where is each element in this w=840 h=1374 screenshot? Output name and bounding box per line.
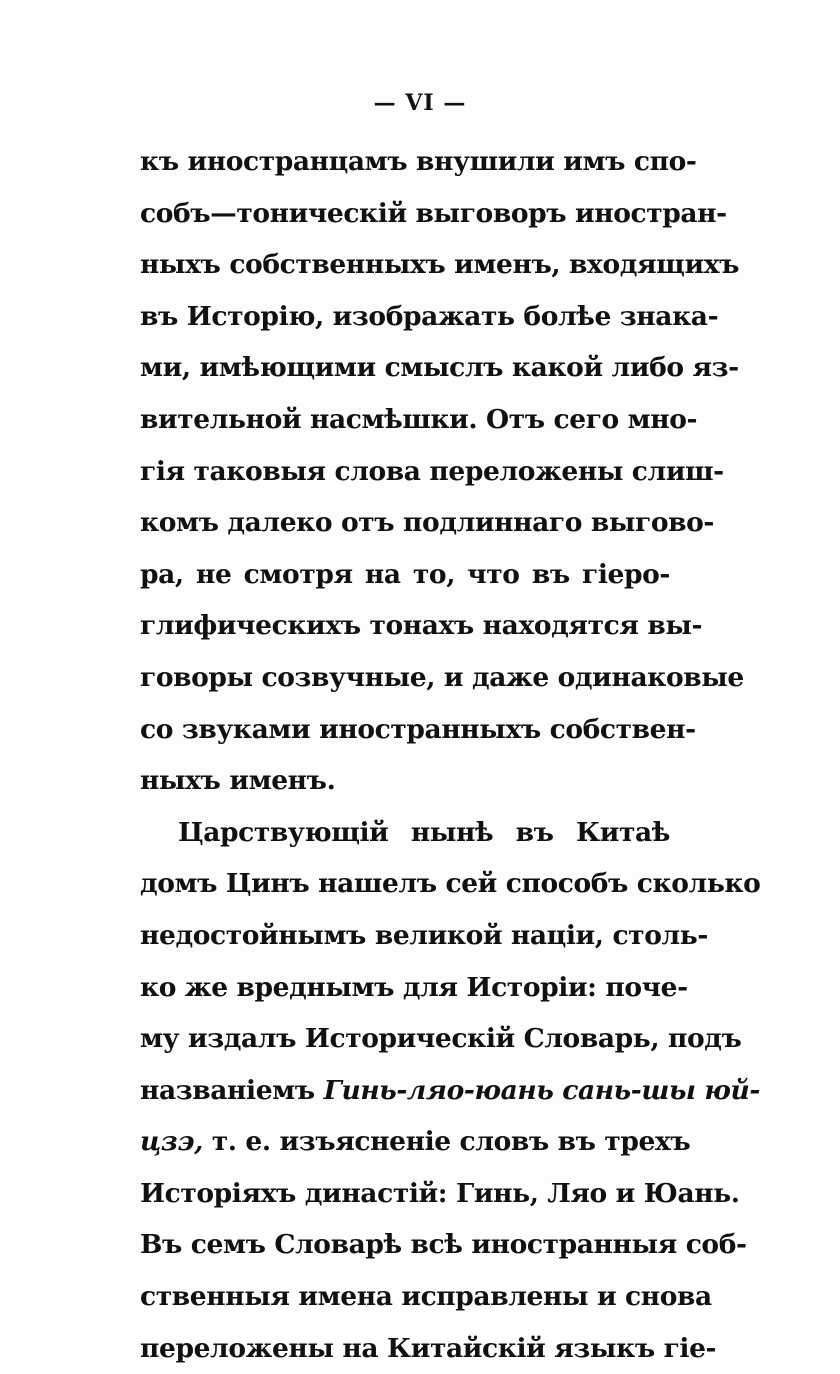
text-line: домъ Цинъ нашелъ сей способъ сколько	[140, 868, 761, 900]
text-line: Царствующій нынѣ въ Китаѣ	[178, 816, 670, 848]
text-line: гія таковыя слова переложены слиш-	[140, 455, 724, 487]
page-number: — VI —	[373, 90, 467, 116]
text-line: Исторіяхъ династій: Гинь, Ляо и Юань.	[140, 1177, 740, 1209]
text-line: комъ далеко отъ подлиннаго выгово-	[140, 507, 715, 539]
text-line: ныхъ собственныхъ именъ, входящихъ	[140, 249, 740, 281]
text-line: говоры созвучные, и даже одинаковые	[140, 661, 744, 693]
text-line: въ Исторію, изображать болѣе знака-	[140, 300, 719, 332]
text-line: собъ—тоническій выговоръ иностран-	[140, 197, 727, 229]
text-line: со звуками иностранныхъ собствен-	[140, 713, 696, 745]
text-line: ственныя имена исправлены и снова	[140, 1281, 712, 1313]
text-line: ра, не смотря на то, что въ гiеро-	[140, 558, 670, 590]
text-line: глифическихъ тонахъ находятся вы-	[140, 610, 703, 642]
text-line: переложены на Китайскій языкъ гiе-	[140, 1332, 717, 1364]
text-line	[140, 1065, 760, 1117]
dictionary-title-end: цзэ,	[140, 1126, 203, 1158]
text-line: ко же вреднымъ для Исторіи: поче-	[140, 971, 688, 1003]
text-line: Въ семъ Словарѣ всѣ иностранныя соб-	[140, 1229, 747, 1261]
text-line: къ иностранцамъ внушили имъ спо-	[140, 146, 697, 177]
text-segment: названіемъ	[140, 1074, 324, 1106]
text-line: недостойнымъ великой націи, столь-	[140, 919, 708, 951]
body-text	[140, 136, 761, 1374]
text-segment: т. е. изъясненіе словъ въ трехъ	[202, 1126, 691, 1158]
text-line: вительной насмѣшки. Отъ сего мно-	[140, 403, 698, 435]
text-line: ныхъ именъ.	[140, 765, 336, 797]
text-line	[140, 1116, 691, 1168]
text-line: ми, имѣющими смыслъ какой либо яз-	[140, 352, 739, 384]
text-line: му издалъ Историческій Словарь, подъ	[140, 1023, 742, 1055]
dictionary-title: Гинь-ляо-юань сань-шы юй-	[323, 1074, 760, 1106]
